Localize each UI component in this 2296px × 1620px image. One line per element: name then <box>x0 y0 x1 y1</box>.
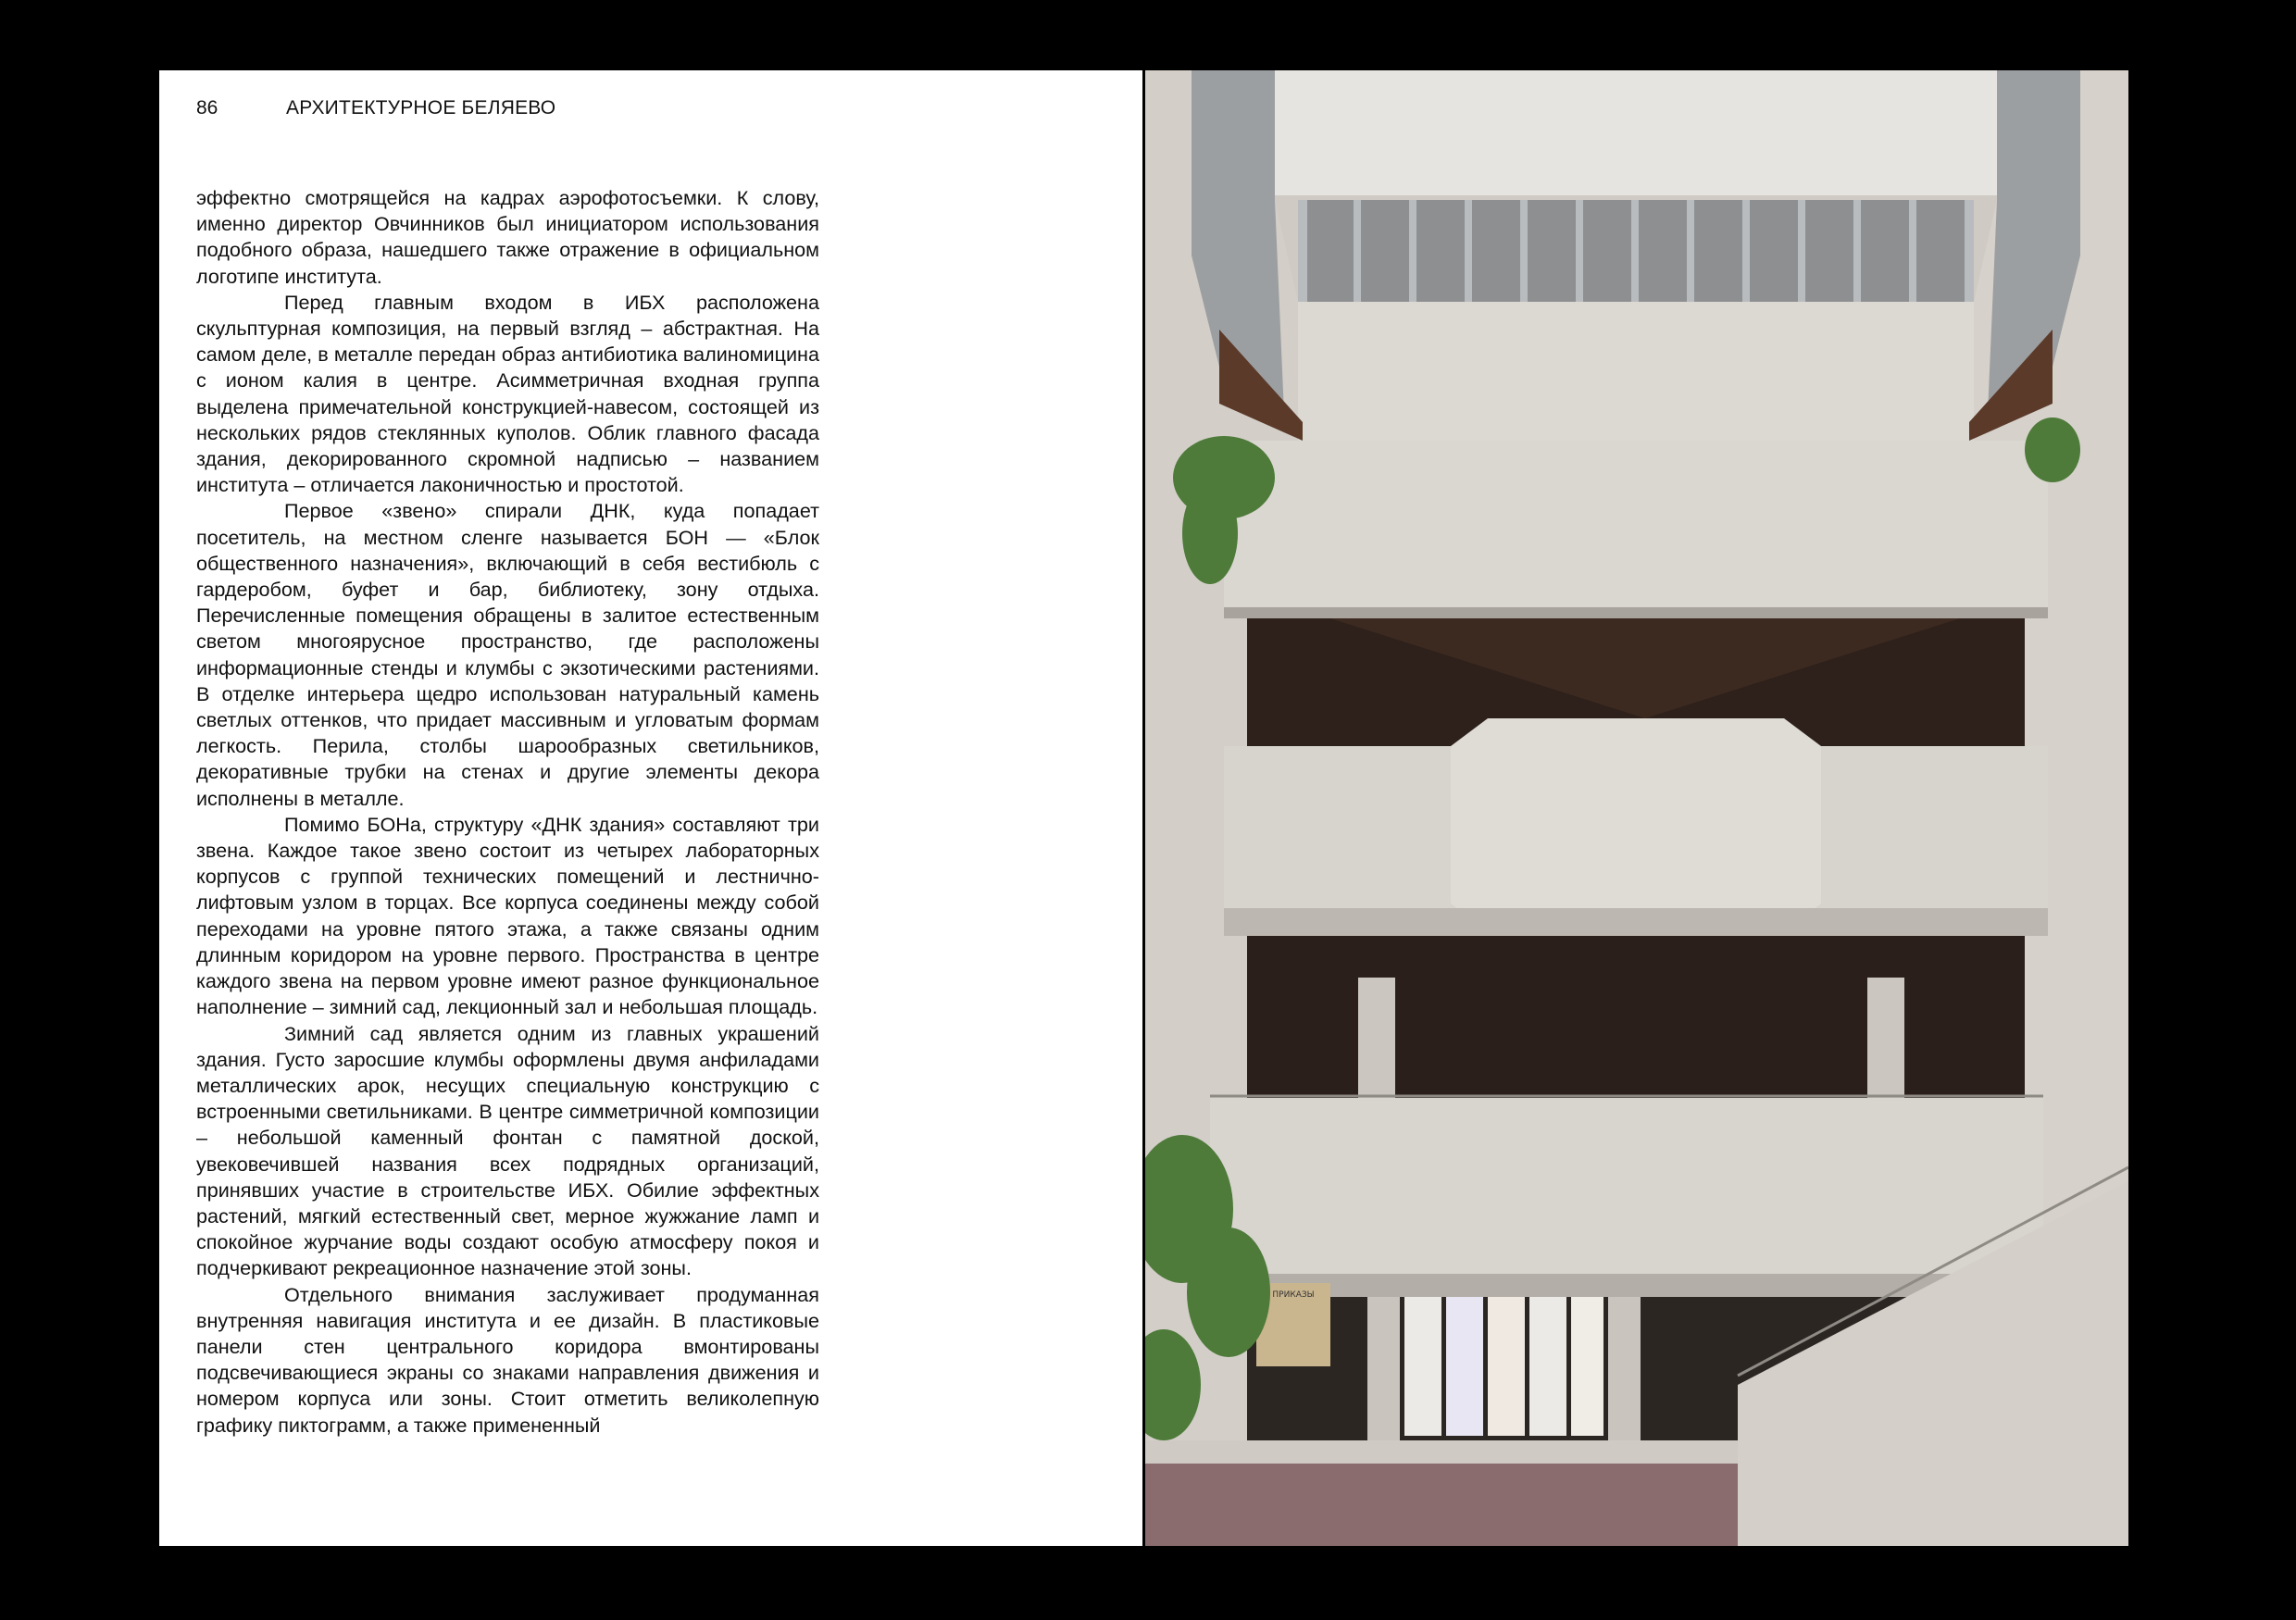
right-page <box>1145 70 2128 1546</box>
top-balcony <box>1224 441 2048 607</box>
middle-balcony-projection <box>1451 718 1821 931</box>
paragraph: Зимний сад является одним из главных украшений здания. Густо заросшие клумбы оформлены двумя анфиладами металлических арок, несущих специальную конструкцию с встроенными светильниками. В центре симметричной композиции – небольшой каменный фонтан с памятной доской, увековечившей названия всех подрядных организаций, принявших участие в строительстве ИБХ. Обилие эффектных растений, мягкий естественный свет, мерное жужжание ламп и спокойное журчание воды создают особую атмосферу покоя и подчеркивают рекреационное назначение этой зоны. <box>196 1021 819 1280</box>
page-number: 86 <box>196 97 218 118</box>
paragraph: Помимо БОНа, структуру «ДНК здания» составляют три звена. Каждое такое звено состоит из четырех лабораторных корпусов с группой технических помещений и лестнично-лифтовым узлом в торцах. Все корпуса соединены между собой переходами на уровне пятого этажа, а также связаны одним длинным коридором на уровне первого. Пространства в центре каждого звена на первом уровне имеют разное функциональное наполнение – зимний сад, лекционный зал и небольшая площадь. <box>196 812 819 1019</box>
ground-column-center <box>1608 1297 1641 1454</box>
running-title: АРХИТЕКТУРНОЕ БЕЛЯЕВО <box>286 97 556 118</box>
paragraph: эффектно смотрящейся на кадрах аэрофотосъемки. К слову, именно директор Овчинников был инициатором использования подобного образа, нашедшего также отражение в официальном логотипе института. <box>196 186 819 288</box>
notice-board-label: ПРИКАЗЫ <box>1272 1290 1315 1300</box>
atrium-photo <box>1145 70 2128 1546</box>
top-balcony-edge <box>1224 607 2048 618</box>
floor <box>1145 1459 1738 1546</box>
ground-column-left <box>1367 1297 1400 1454</box>
bottom-balcony <box>1210 1098 2043 1292</box>
ceiling <box>1275 70 1997 195</box>
paragraph: Перед главным входом в ИБХ расположена скульптурная композиция, на первый взгляд – абстрактная. На самом деле, в металле передан образ антибиотика валиномицина с ионом калия в центре. Асимметричная входная группа выделена примечательной конструкцией-навесом, состоящей из нескольких рядов стеклянных куполов. Облик главного фасада здания, декорированного скромной надписью – названием института – отличается лаконичностью и простотой. <box>196 290 819 497</box>
middle-balcony-shadow <box>1224 908 2048 936</box>
planter-edge <box>1145 1440 1738 1464</box>
paragraph: Отдельного внимания заслуживает продуманная внутренняя навигация института и ее дизайн. В пластиковые панели стен центрального коридора вмонтированы подсвечивающиеся экраны со знаками направления движения и номером корпуса или зоны. Стоит отметить великолепную графику пиктограмм, а также примененный <box>196 1282 819 1437</box>
info-stands <box>1404 1297 1603 1436</box>
body-text-column <box>196 185 819 1439</box>
left-page <box>159 70 1142 1546</box>
paragraph: Первое «звено» спирали ДНК, куда попадает посетитель, на местном сленге называется БОН — «Блок общественного назначения», включающий в себя вестибюль с гардеробом, буфет и бар, библиотеку, зону отдыха. Перечисленные помещения обращены в залитое естественным светом многоярусное пространство, где расположены информационные стенды и клумбы с экзотическими растениями. В отделке интерьера щедро использован натуральный камень светлых оттенков, что придает массивным и угловатым формам легкость. Перила, столбы шарообразных светильников, декоративные трубки на стенах и другие элементы декора исполнены в металле. <box>196 499 819 810</box>
